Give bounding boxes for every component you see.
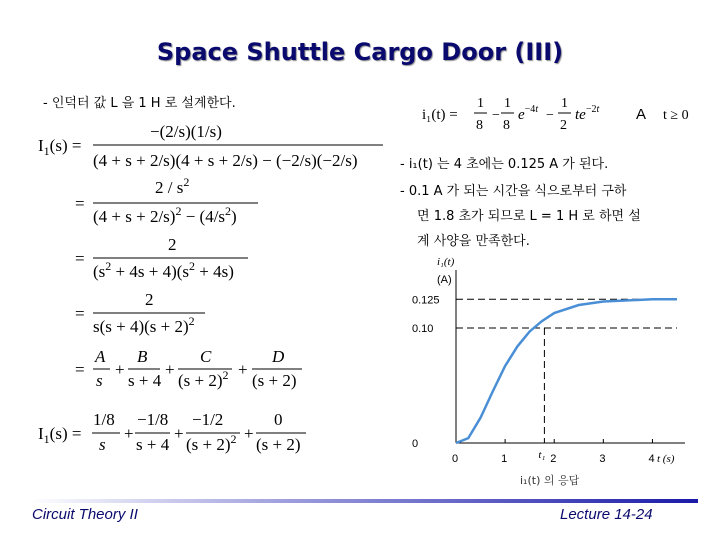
response-caption: i₁(t) 의 응답 xyxy=(520,474,580,487)
eq5-plus1: + xyxy=(115,360,125,379)
td-d1: 8 xyxy=(476,118,483,133)
footer-lecture: Lecture 14-24 xyxy=(560,506,653,523)
eq5-C: C xyxy=(200,347,212,366)
td-lhs: i₁(t) = xyxy=(422,107,458,123)
eq6-plus2: + xyxy=(174,424,184,443)
eq5-B: B xyxy=(137,347,148,366)
intro-text: - 인덕터 값 L 을 1 H 로 설계한다. xyxy=(43,96,236,111)
eq5-D: D xyxy=(272,347,285,366)
eq2-den: $(4 + s + 2/s)^2 - (4/s^2)$ xyxy=(93,204,237,226)
td-minus2: − xyxy=(546,108,554,123)
eq3-num: 2 xyxy=(168,235,177,254)
eq4-num: 2 xyxy=(145,290,154,309)
td-d3: 2 xyxy=(560,118,567,133)
result-note-2a: - 0.1 A 가 되는 시간을 식으로부터 구하 xyxy=(400,184,627,199)
eq4-den: $s(s + 4)(s + 2)^2$ xyxy=(93,314,195,336)
td-d2: 8 xyxy=(503,118,510,133)
eq5-s2: (s + 2) xyxy=(252,371,297,390)
td-exp1: $e^{-4t}$ xyxy=(518,104,539,123)
eq6-n4: 0 xyxy=(274,410,283,429)
response-curve xyxy=(456,299,677,443)
result-note-2b: 면 1.8 초가 되므로 L = 1 H 로 하면 설 xyxy=(417,209,641,224)
td-minus1: − xyxy=(492,108,500,123)
eq5-plus3: + xyxy=(238,360,248,379)
eq1-lhs: $I_1(s)$ = xyxy=(38,136,82,158)
eq5-eq: = xyxy=(75,360,85,379)
eq4-eq: = xyxy=(75,304,85,323)
eq6-lhs: $I_1(s)$ = xyxy=(38,424,82,446)
td-condition: t ≥ 0 xyxy=(663,108,689,123)
eq1-den: (4 + s + 2/s)(4 + s + 2/s) − (−2/s)(−2/s) xyxy=(93,151,358,170)
result-note-1: - i₁(t) 는 4 초에는 0.125 A 가 된다. xyxy=(400,157,609,172)
eq6-plus1: + xyxy=(124,424,134,443)
eq6-d4: (s + 2) xyxy=(256,435,301,454)
footer-course: Circuit Theory II xyxy=(32,506,138,523)
result-note-2c: 계 사양을 만족한다. xyxy=(417,234,530,249)
eq5-s2sq: $(s + 2)^2$ xyxy=(178,368,229,390)
eq6-d3: $(s + 2)^2$ xyxy=(186,432,237,454)
eq6-plus3: + xyxy=(244,424,254,443)
eq5-plus2: + xyxy=(165,360,175,379)
x-tick-label: 3 xyxy=(599,453,606,465)
td-n2: 1 xyxy=(504,96,511,111)
eq6-n2: −1/8 xyxy=(137,410,169,429)
eq5-s4: s + 4 xyxy=(128,371,162,390)
y-axis-label: i₁(t) xyxy=(437,256,455,268)
x-axis-label: t (s) xyxy=(657,453,675,465)
eq5-A: A xyxy=(95,347,106,366)
eq5-s: s xyxy=(96,371,103,390)
eq6-n3: −1/2 xyxy=(192,410,224,429)
eq6-d2: s + 4 xyxy=(136,435,170,454)
reference-marker-label: t₁ xyxy=(538,449,546,461)
x-tick-label: 2 xyxy=(550,453,557,465)
eq3-eq: = xyxy=(75,249,85,268)
slide-title: Space Shuttle Cargo Door (III) xyxy=(156,38,564,66)
y-tick-label: 0.10 xyxy=(412,323,434,335)
eq2-num: $2 / s^2$ xyxy=(155,175,190,197)
eq6-d1: s xyxy=(99,435,106,454)
eq1-num: −(2/s)(1/s) xyxy=(150,122,222,141)
x-tick-label: 1 xyxy=(501,453,508,465)
x-tick-label: 0 xyxy=(452,453,459,465)
eq2-eq: = xyxy=(75,194,85,213)
y-tick-label: 0 xyxy=(412,438,419,450)
eq6-n1: 1/8 xyxy=(93,410,115,429)
td-exp2: $te^{-2t}$ xyxy=(575,104,600,123)
td-n1: 1 xyxy=(477,96,484,111)
y-axis-unit: (A) xyxy=(437,274,452,286)
x-tick-label: 4 xyxy=(648,453,655,465)
footer-rule xyxy=(30,499,698,503)
td-n3: 1 xyxy=(561,96,568,111)
eq3-den: $(s^2 + 4s + 4)(s^2 + 4s)$ xyxy=(93,259,234,281)
y-tick-label: 0.125 xyxy=(412,294,440,307)
td-unit: A xyxy=(636,106,647,123)
